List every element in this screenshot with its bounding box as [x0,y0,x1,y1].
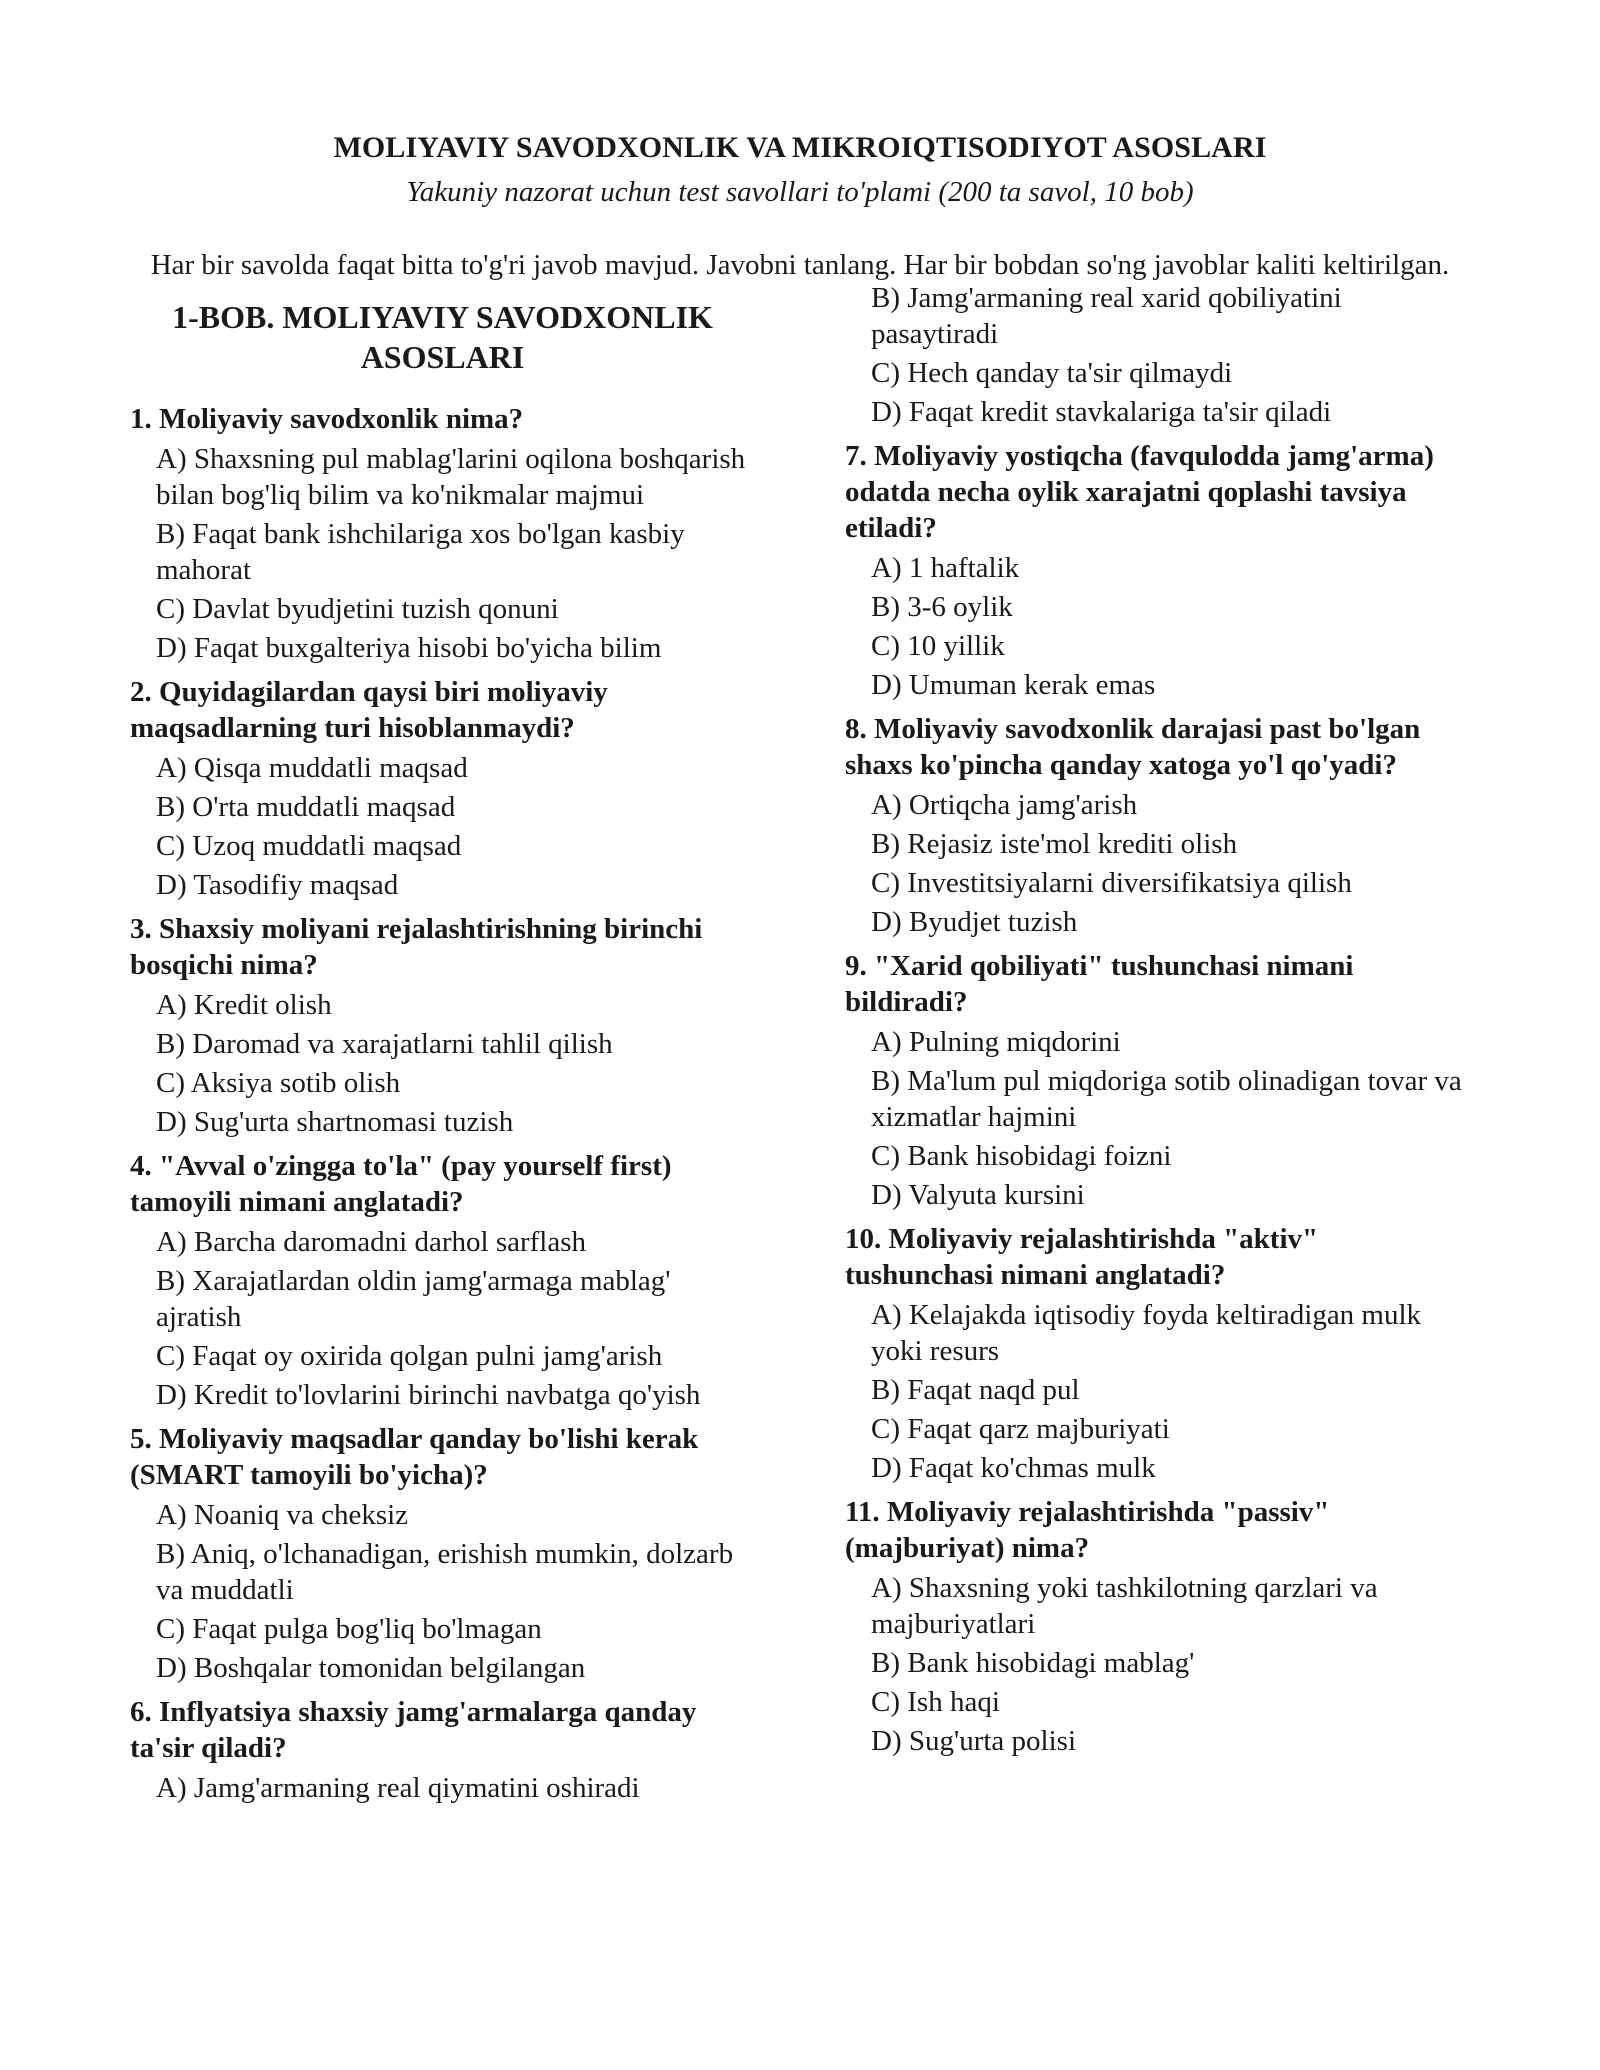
question-text: 10. Moliyaviy rejalashtirishda "aktiv" tushunchasi nimani anglatadi? [845,1223,1319,1291]
answer-option: C) Faqat oy oxirida qolgan pulni jamg'arish [156,1340,663,1372]
answer-option: D) Umuman kerak emas [871,669,1156,701]
chapter-title: 1-BOB. MOLIYAVIY SAVODXONLIK ASOSLARI [172,299,713,375]
answer-option: D) Tasodifiy maqsad [156,869,399,901]
question-block [845,948,1470,1213]
two-column-body [130,282,1470,1814]
answer-option: D) Faqat ko'chmas mulk [871,1452,1156,1484]
question-text: 8. Moliyaviy savodxonlik darajasi past bo'lgan shaxs ko'pincha qanday xatoga yo'l qo'yadi? [845,713,1421,781]
answer-options [845,280,1470,430]
answer-option: B) Xarajatlardan oldin jamg'armaga mablag' ajratish [156,1265,671,1333]
answer-option: A) Kelajakda iqtisodiy foyda keltiradigan mulk yoki resurs [871,1299,1422,1367]
answer-options [130,1224,755,1413]
answer-options [130,1497,755,1686]
answer-option: A) Noaniq va cheksiz [156,1499,409,1531]
answer-options [130,441,755,666]
left-column [130,297,755,1814]
question-text: 11. Moliyaviy rejalashtirishda "passiv" (majburiyat) nima? [845,1496,1330,1564]
answer-option: B) Jamg'armaning real xarid qobiliyatini pasaytiradi [871,282,1342,350]
document-title: MOLIYAVIY SAVODXONLIK VA MIKROIQTISODIYOT ASOSLARI [333,131,1267,164]
question-text: 9. "Xarid qobiliyati" tushunchasi nimani bildiradi? [845,950,1354,1018]
right-column [845,280,1470,1814]
question-text: 7. Moliyaviy yostiqcha (favqulodda jamg'arma) odatda necha oylik xarajatni qoplashi tavsiya etiladi? [845,440,1434,544]
answer-option: C) Bank hisobidagi foizni [871,1140,1172,1172]
answer-option: A) Kredit olish [156,989,332,1021]
answer-option: C) Hech qanday ta'sir qilmaydi [871,357,1233,389]
answer-option: A) 1 haftalik [871,552,1020,584]
answer-option: B) Daromad va xarajatlarni tahlil qilish [156,1028,613,1060]
answer-option: B) Faqat bank ishchilariga xos bo'lgan kasbiy mahorat [156,518,685,586]
question-block [130,1148,755,1413]
question-block [130,1421,755,1686]
question-block [130,1694,755,1806]
answer-option: B) Bank hisobidagi mablag' [871,1647,1195,1679]
question-block [845,280,1470,430]
question-block [130,911,755,1140]
answer-options [130,750,755,903]
answer-option: A) Pulning miqdorini [871,1026,1121,1058]
answer-options [845,1297,1470,1486]
answer-option: C) Ish haqi [871,1686,1000,1718]
document-instructions: Har bir savolda faqat bitta to'g'ri javob mavjud. Javobni tanlang. Har bir bobdan so'ng javoblar kaliti keltirilgan. [150,249,1450,281]
answer-option: D) Faqat buxgalteriya hisobi bo'yicha bilim [156,632,662,664]
answer-option: D) Boshqalar tomonidan belgilangan [156,1652,586,1684]
question-text: 6. Inflyatsiya shaxsiy jamg'armalarga qanday ta'sir qiladi? [130,1696,697,1764]
answer-option: B) Faqat naqd pul [871,1374,1080,1406]
question-text: 4. "Avval o'zingga to'la" (pay yourself first) tamoyili nimani anglatadi? [130,1150,672,1218]
answer-option: A) Qisqa muddatli maqsad [156,752,468,784]
answer-option: B) O'rta muddatli maqsad [156,791,456,823]
answer-option: A) Jamg'armaning real qiymatini oshiradi [156,1772,640,1804]
answer-option: C) Davlat byudjetini tuzish qonuni [156,593,559,625]
answer-option: C) Investitsiyalarni diversifikatsiya qilish [871,867,1352,899]
answer-option: D) Sug'urta polisi [871,1725,1076,1757]
question-block [845,1494,1470,1759]
question-text: 5. Moliyaviy maqsadlar qanday bo'lishi kerak (SMART tamoyili bo'yicha)? [130,1423,699,1491]
answer-option: C) Aksiya sotib olish [156,1067,401,1099]
answer-option: C) Faqat qarz majburiyati [871,1413,1170,1445]
answer-option: B) Aniq, o'lchanadigan, erishish mumkin, dolzarb va muddatli [156,1538,734,1606]
question-block [130,674,755,903]
question-text: 1. Moliyaviy savodxonlik nima? [130,403,524,435]
answer-option: B) 3-6 oylik [871,591,1013,623]
answer-option: D) Byudjet tuzish [871,906,1078,938]
answer-option: A) Ortiqcha jamg'arish [871,789,1138,821]
answer-option: B) Ma'lum pul miqdoriga sotib olinadigan tovar va xizmatlar hajmini [871,1065,1462,1133]
answer-option: C) Uzoq muddatli maqsad [156,830,462,862]
answer-option: B) Rejasiz iste'mol krediti olish [871,828,1238,860]
answer-option: D) Valyuta kursini [871,1179,1085,1211]
answer-options [845,550,1470,703]
question-block [845,438,1470,703]
answer-option: D) Kredit to'lovlarini birinchi navbatga qo'yish [156,1379,701,1411]
answer-option: D) Sug'urta shartnomasi tuzish [156,1106,514,1138]
answer-option: A) Shaxsning pul mablag'larini oqilona boshqarish bilan bog'liq bilim va ko'nikmalar majmui [156,443,746,511]
question-block [130,401,755,666]
answer-options [130,987,755,1140]
answer-options [130,1770,755,1806]
answer-option: C) Faqat pulga bog'liq bo'lmagan [156,1613,542,1645]
question-block [845,711,1470,940]
question-text: 3. Shaxsiy moliyani rejalashtirishning birinchi bosqichi nima? [130,913,703,981]
answer-options [845,1570,1470,1759]
answer-option: A) Shaxsning yoki tashkilotning qarzlari va majburiyatlari [871,1572,1378,1640]
question-text: 2. Quyidagilardan qaysi biri moliyaviy maqsadlarning turi hisoblanmaydi? [130,676,608,744]
answer-option: C) 10 yillik [871,630,1005,662]
answer-options [845,1024,1470,1213]
document-subtitle: Yakuniy nazorat uchun test savollari to'plami (200 ta savol, 10 bob) [406,176,1194,208]
answer-option: D) Faqat kredit stavkalariga ta'sir qiladi [871,396,1332,428]
answer-options [845,787,1470,940]
answer-option: A) Barcha daromadni darhol sarflash [156,1226,587,1258]
question-block [845,1221,1470,1486]
